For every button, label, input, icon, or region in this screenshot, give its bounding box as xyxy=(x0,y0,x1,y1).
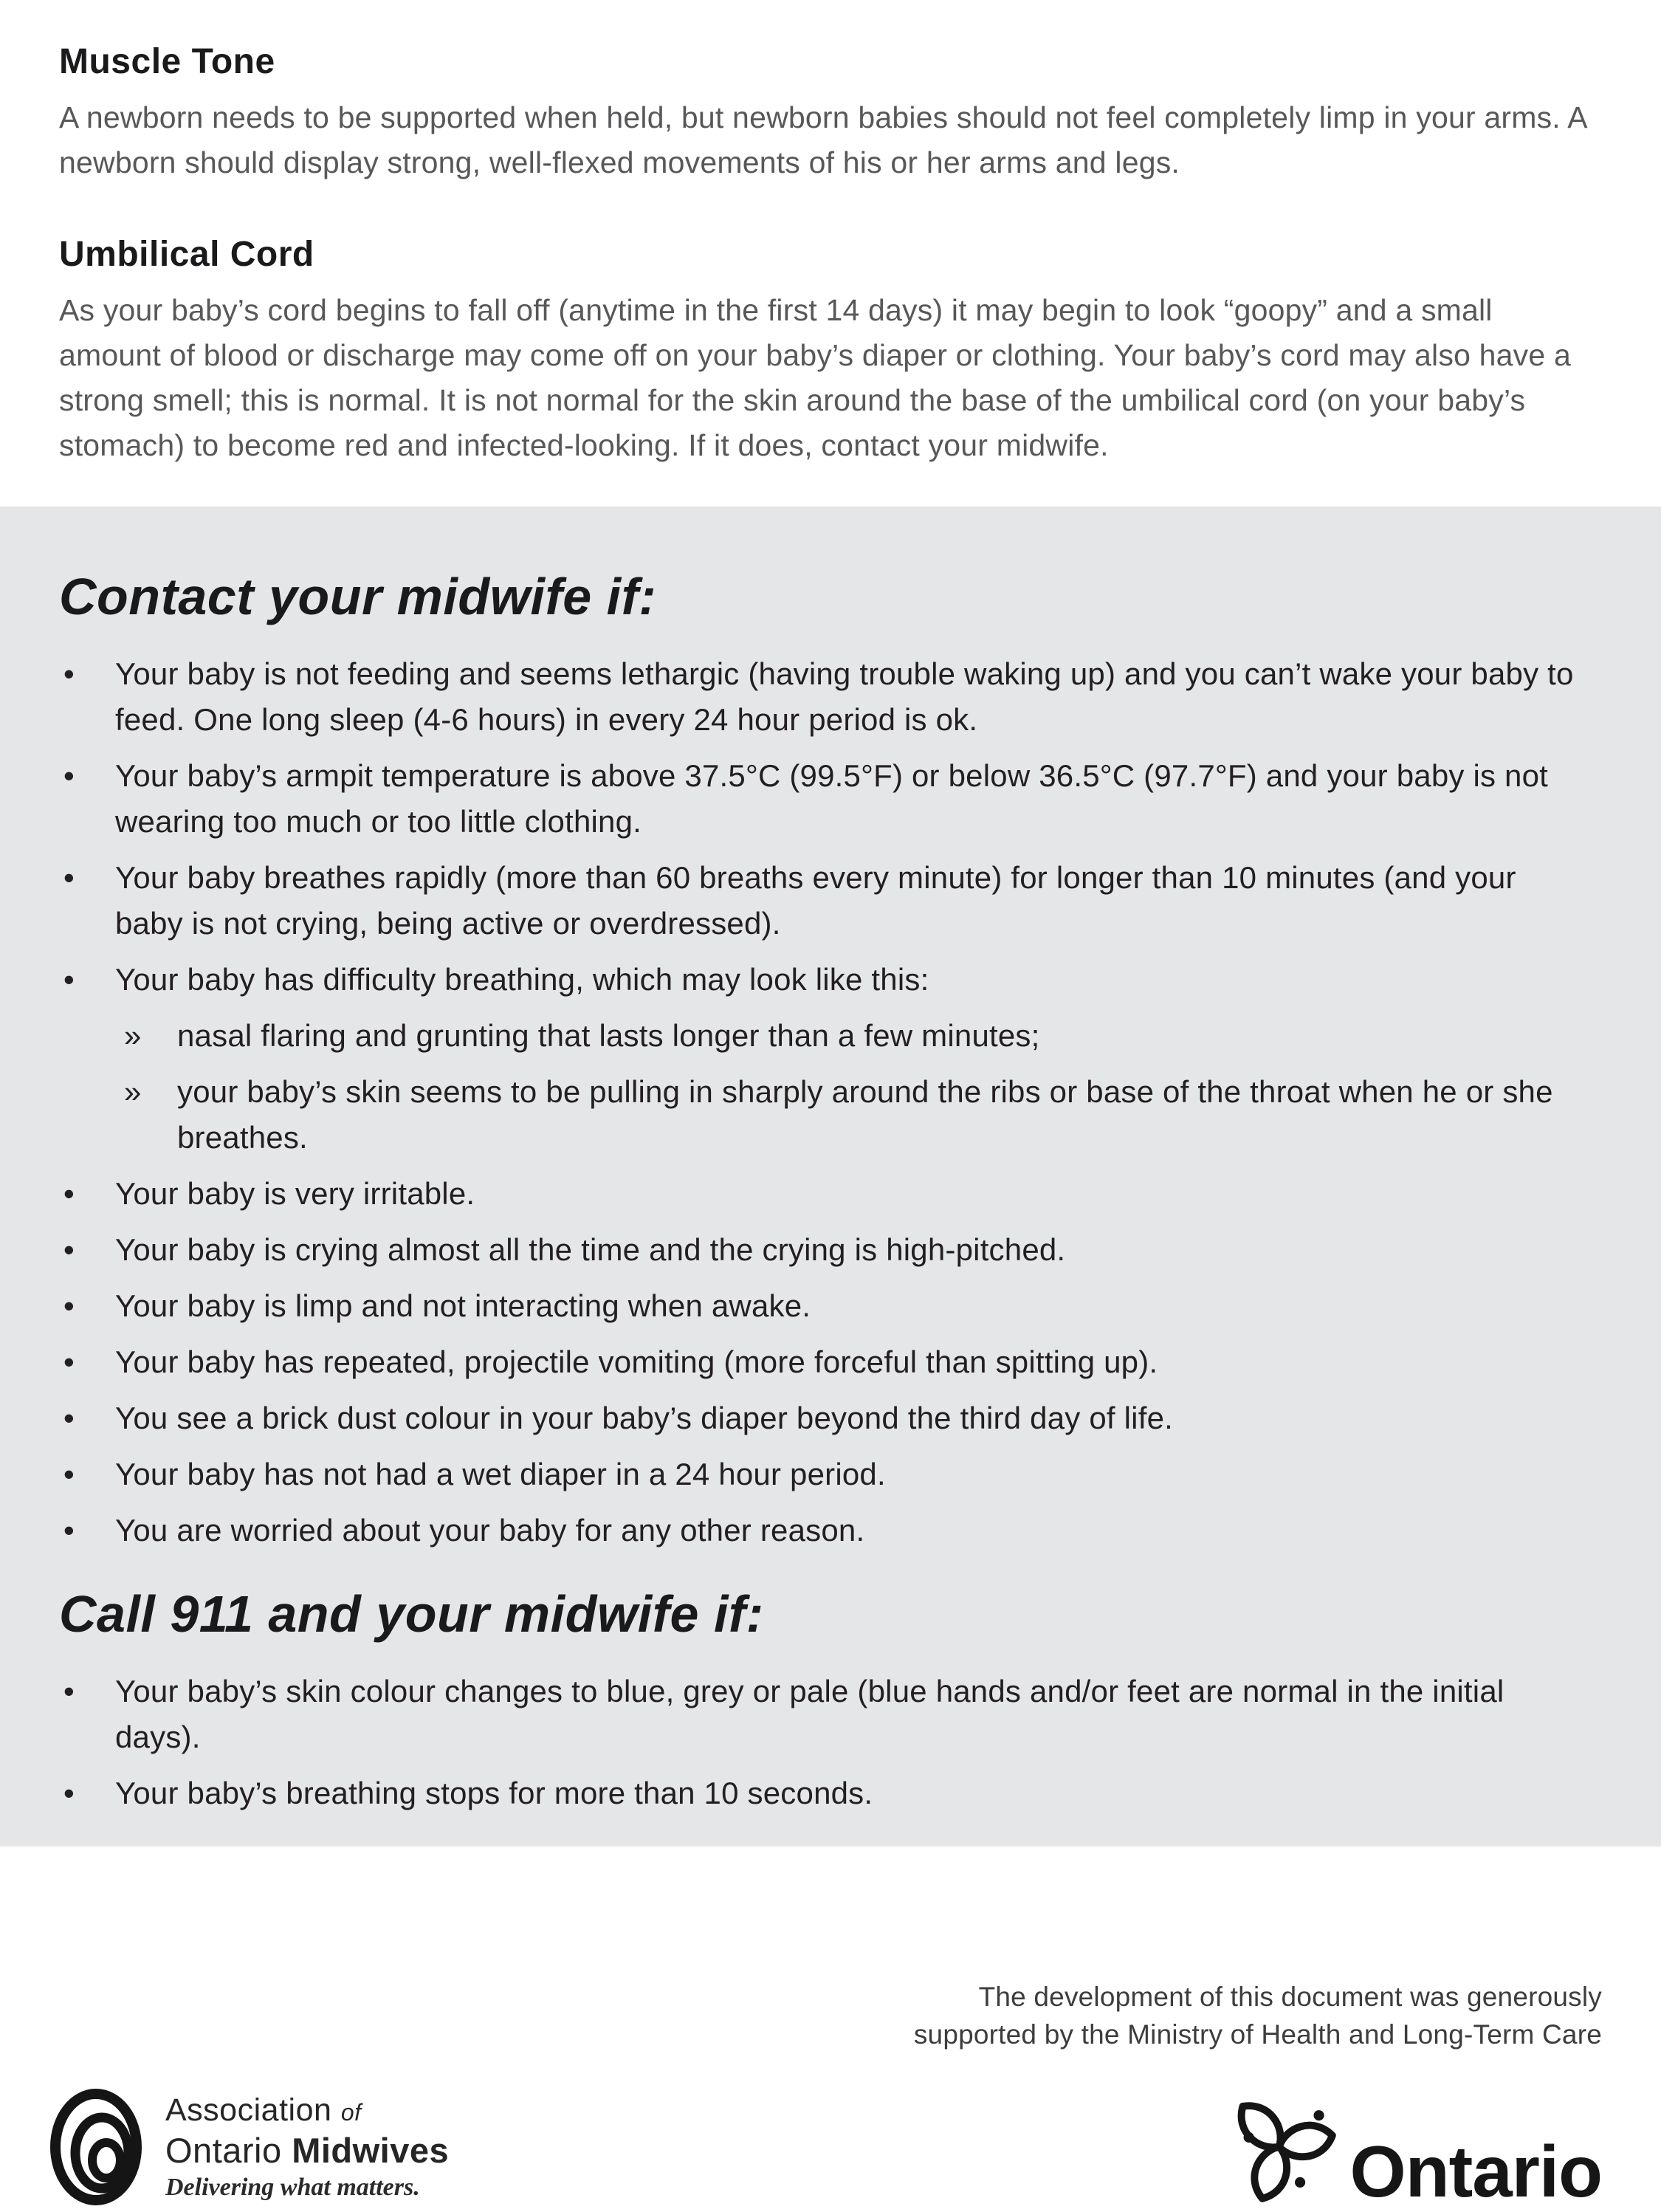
bullet-icon: • xyxy=(63,656,75,691)
list-item-text: Your baby is very irritable. xyxy=(115,1176,475,1211)
list-item-text: Your baby’s skin colour changes to blue, grey or pale (blue hands and/or feet are normal in the initial days). xyxy=(115,1674,1504,1754)
list-item-text: Your baby’s breathing stops for more than 10 seconds. xyxy=(115,1776,873,1810)
aom-logo-line1 xyxy=(165,2092,449,2131)
list-item xyxy=(59,651,1602,743)
bullet-icon: • xyxy=(63,1288,75,1323)
sub-list-item-text: your baby’s skin seems to be pulling in sharply around the ribs or base of the throat when he or she breathes. xyxy=(177,1074,1553,1155)
contact-midwife-list xyxy=(59,651,1602,1003)
call-911-title: Call 911 and your midwife if: xyxy=(59,1585,764,1643)
aom-logo-text xyxy=(165,2092,449,2205)
bullet-icon: • xyxy=(63,1401,75,1435)
aom-ontario-text: Ontario xyxy=(165,2130,292,2170)
funding-credit xyxy=(59,1978,1602,2053)
list-item xyxy=(59,1395,1602,1441)
bullet-icon: • xyxy=(63,1176,75,1211)
list-item-text: Your baby has repeated, projectile vomiting (more forceful than spitting up). xyxy=(115,1344,1158,1379)
list-item-text: Your baby’s armpit temperature is above 37.5°C (99.5°F) or below 36.5°C (97.7°F) and your baby is not wearing too much or too little clothing. xyxy=(115,758,1549,839)
bullet-icon: • xyxy=(63,758,75,793)
list-item-text: Your baby is limp and not interacting when awake. xyxy=(115,1288,811,1323)
bullet-icon: • xyxy=(63,1674,75,1708)
list-item xyxy=(59,957,1602,1003)
list-item-text: Your baby has not had a wet diaper in a 24 hour period. xyxy=(115,1457,886,1491)
list-item-text: You see a brick dust colour in your baby’s diaper beyond the third day of life. xyxy=(115,1401,1174,1435)
umbilical-cord-heading: Umbilical Cord xyxy=(59,235,314,274)
aom-association-text: Association xyxy=(165,2092,341,2128)
aom-spiral-rings-icon xyxy=(49,2087,146,2208)
sub-bullet-icon: » xyxy=(124,1074,142,1109)
aom-tagline: Delivering what matters. xyxy=(165,2173,420,2201)
list-item xyxy=(59,753,1602,845)
aom-of-text: of xyxy=(340,2098,362,2126)
list-item xyxy=(59,1508,1602,1553)
funding-credit-line2: supported by the Ministry of Health and Long-Term Care xyxy=(913,2019,1602,2050)
muscle-tone-paragraph: A newborn needs to be supported when held, but newborn babies should not feel completely limp in your arms. A newborn should display strong, well-flexed movements of his or her arms and legs. xyxy=(59,100,1586,179)
contact-midwife-title: Contact your midwife if: xyxy=(59,568,657,625)
sub-bullet-icon: » xyxy=(124,1018,142,1053)
umbilical-cord-paragraph: As your baby’s cord begins to fall off (anytime in the first 14 days) it may begin to look “goopy” and a small amount of blood or discharge may come off on your baby’s diaper or clothing. Your baby’s cord may also have a strong smell; this is normal. It is not normal for the skin around the base of the umbilical cord (on your baby’s stomach) to become red and infected-looking. If it does, contact your midwife. xyxy=(59,293,1571,462)
list-item xyxy=(59,1452,1602,1497)
association-of-ontario-midwives-logo xyxy=(49,2087,449,2208)
bullet-icon: • xyxy=(63,860,75,895)
ontario-wordmark: Ontario xyxy=(1349,2131,1602,2212)
list-item-text: Your baby is crying almost all the time and the crying is high-pitched. xyxy=(115,1232,1066,1267)
list-item xyxy=(59,1227,1602,1273)
list-item xyxy=(59,1669,1602,1760)
sub-list-item xyxy=(118,1069,1602,1161)
list-item-text: You are worried about your baby for any other reason. xyxy=(115,1513,865,1548)
breathing-sub-list xyxy=(118,1013,1602,1161)
aom-midwives-text: Midwives xyxy=(292,2130,450,2170)
list-item-text: Your baby breathes rapidly (more than 60 breaths every minute) for longer than 10 minutes (and your baby is not crying, being active or overdressed). xyxy=(115,860,1516,941)
trillium-icon xyxy=(1219,2080,1346,2205)
newborn-care-section xyxy=(0,0,1661,468)
bullet-icon: • xyxy=(63,1457,75,1491)
ontario-government-logo xyxy=(1219,2080,1602,2212)
sub-list-item xyxy=(118,1013,1602,1059)
list-item xyxy=(59,1339,1602,1385)
list-item-text: Your baby has difficulty breathing, which may look like this: xyxy=(115,962,929,997)
page-footer xyxy=(0,1978,1661,2212)
logo-row xyxy=(59,2080,1602,2212)
bullet-icon: • xyxy=(63,962,75,997)
list-item xyxy=(59,1770,1602,1816)
list-item xyxy=(59,1283,1602,1329)
list-item xyxy=(59,855,1602,947)
bullet-icon: • xyxy=(63,1513,75,1548)
bullet-icon: • xyxy=(63,1232,75,1267)
alert-band xyxy=(0,506,1661,1847)
bullet-icon: • xyxy=(63,1776,75,1810)
muscle-tone-heading: Muscle Tone xyxy=(59,42,275,81)
funding-credit-line1: The development of this document was generously xyxy=(978,1982,1602,2012)
aom-logo-line2 xyxy=(165,2131,449,2171)
list-item xyxy=(59,1171,1602,1217)
sub-list-item-text: nasal flaring and grunting that lasts longer than a few minutes; xyxy=(177,1018,1040,1053)
list-item-text: Your baby is not feeding and seems lethargic (having trouble waking up) and you can’t wake your baby to feed. One long sleep (4-6 hours) in every 24 hour period is ok. xyxy=(115,656,1574,737)
call-911-list xyxy=(59,1669,1602,1816)
contact-midwife-list-continued xyxy=(59,1171,1602,1553)
bullet-icon: • xyxy=(63,1344,75,1379)
